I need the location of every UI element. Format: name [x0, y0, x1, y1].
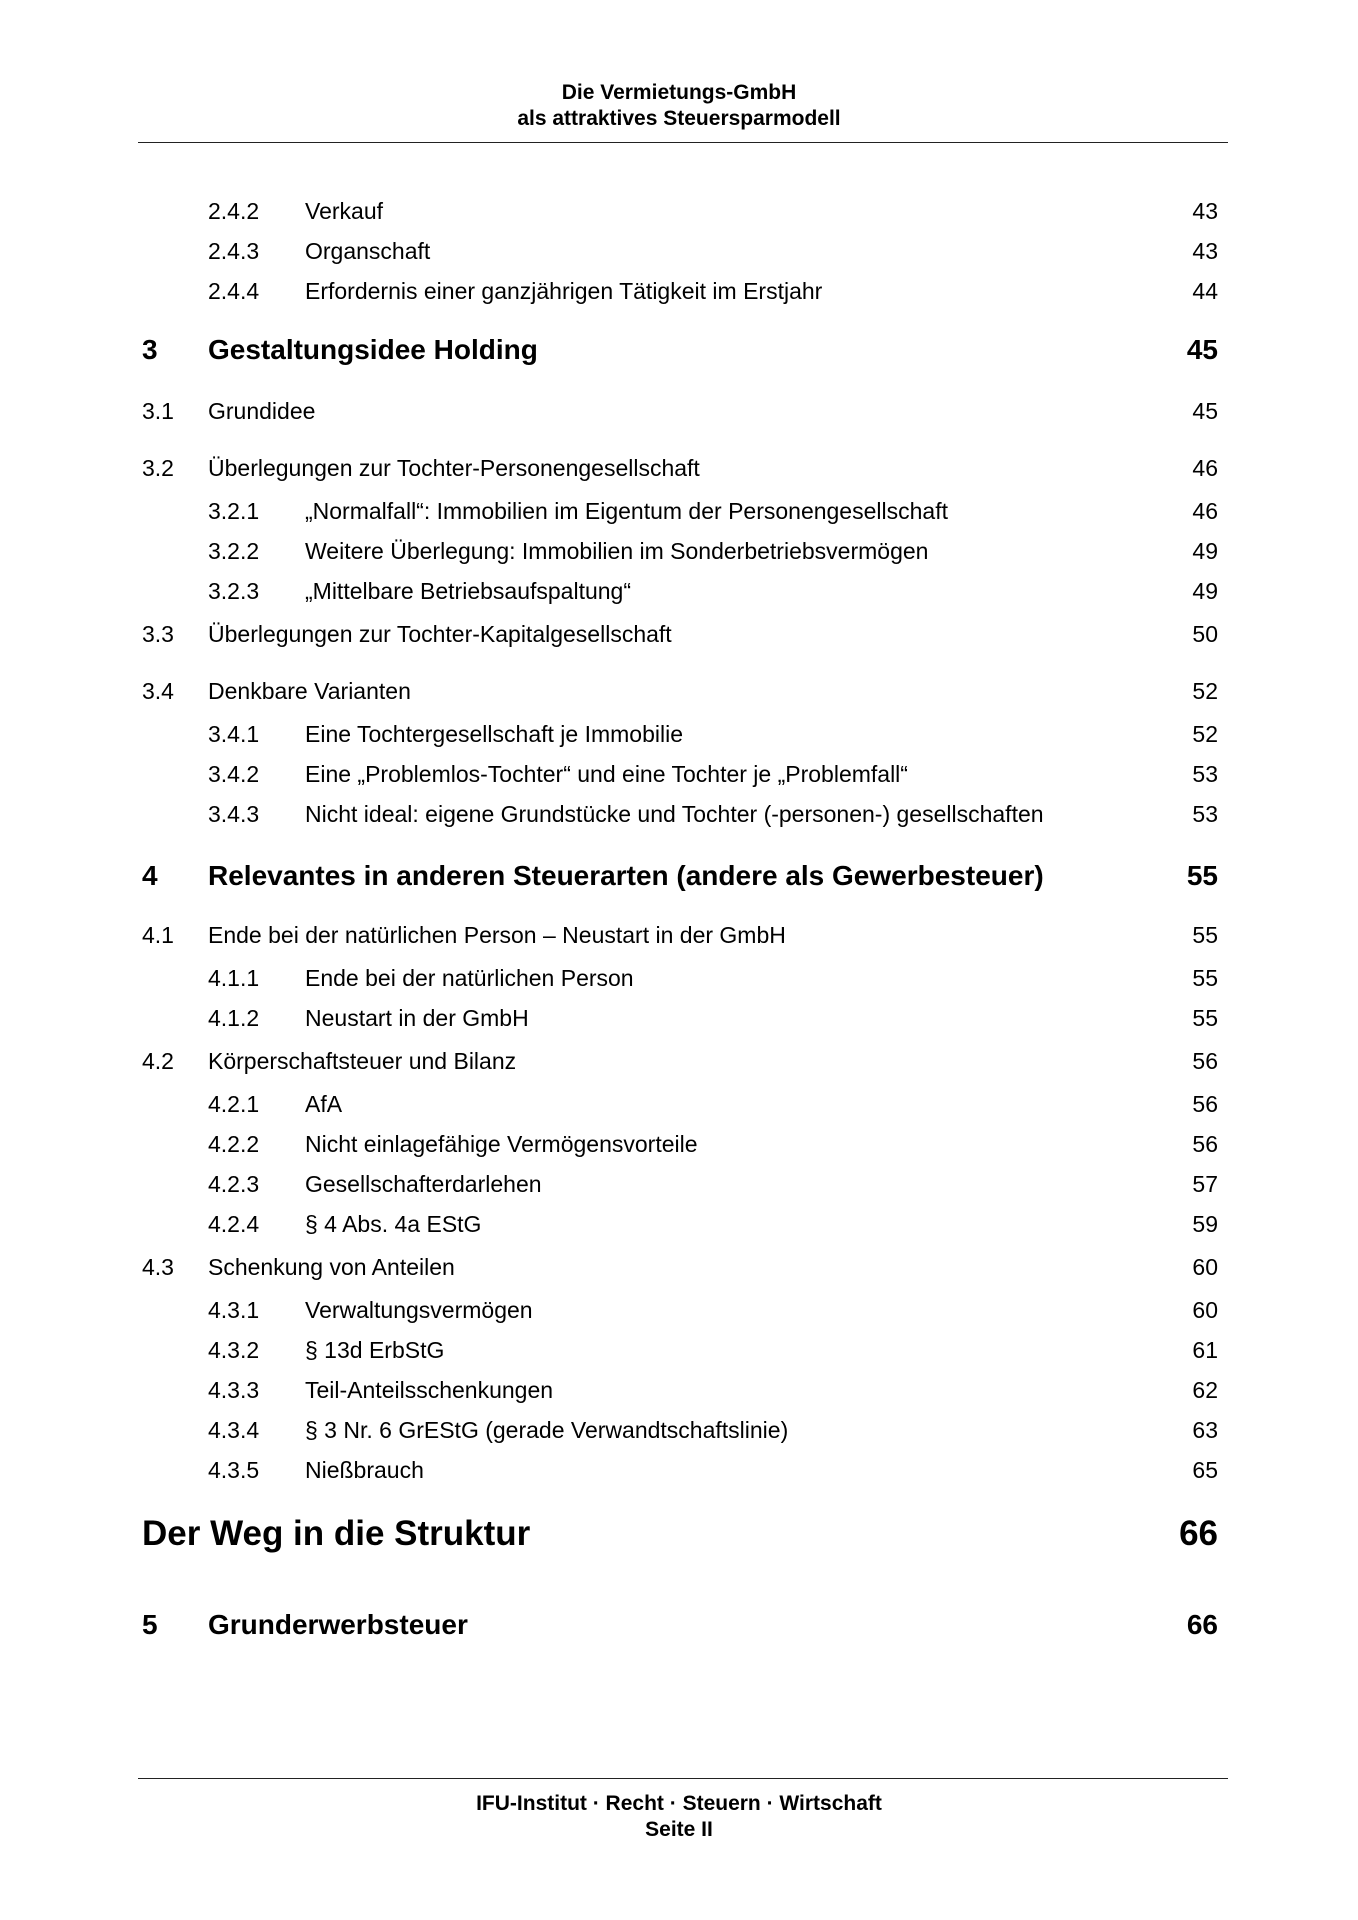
toc-title: Denkbare Varianten: [208, 678, 411, 704]
toc-title: Erfordernis einer ganzjährigen Tätigkeit im Erstjahr: [305, 278, 823, 304]
toc-number: 3: [142, 334, 158, 365]
toc-number: 3.2.2: [208, 538, 260, 564]
toc-number: 4.3.3: [208, 1377, 260, 1403]
toc-number: 4.1.2: [208, 1005, 260, 1031]
toc-title: § 13d ErbStG: [305, 1337, 445, 1363]
toc-title: § 3 Nr. 6 GrEStG (gerade Verwandtschaftslinie): [305, 1417, 789, 1443]
toc-title: Der Weg in die Struktur: [142, 1514, 531, 1553]
toc-title: Gesellschafterdarlehen: [305, 1171, 542, 1197]
toc-title: Überlegungen zur Tochter-Personengesellschaft: [208, 455, 700, 481]
toc-number: 4.3.2: [208, 1337, 260, 1363]
toc-number: 3.4.1: [208, 721, 260, 747]
toc-title: Gestaltungsidee Holding: [208, 334, 538, 365]
toc-number: 3.4.2: [208, 761, 260, 787]
toc-title: „Normalfall“: Immobilien im Eigentum der Personengesellschaft: [305, 498, 948, 524]
toc-title: Weitere Überlegung: Immobilien im Sonderbetriebsvermögen: [305, 538, 929, 564]
toc-number: 3.4: [142, 678, 174, 704]
footer-page-label: Seite II: [645, 1818, 713, 1841]
running-footer: [0, 1791, 1358, 1843]
toc-number: 2.4.4: [208, 278, 260, 304]
toc-title: Organschaft: [305, 238, 431, 264]
toc-page-number: 63: [1192, 1417, 1218, 1443]
toc-page-number: 56: [1192, 1048, 1218, 1074]
toc-number: 3.2.3: [208, 578, 260, 604]
toc-page-number: 50: [1192, 621, 1218, 647]
toc-title: Grundidee: [208, 398, 316, 424]
toc-page-number: 55: [1192, 922, 1218, 948]
toc-number: 2.4.2: [208, 198, 260, 224]
toc-title: Körperschaftsteuer und Bilanz: [208, 1048, 517, 1074]
toc-page-number: 52: [1192, 678, 1218, 704]
toc-number: 4.2.2: [208, 1131, 260, 1157]
toc-title: Nicht ideal: eigene Grundstücke und Tochter (-personen-) gesellschaften: [305, 801, 1044, 827]
toc-number: 4.1.1: [208, 965, 260, 991]
toc-title: „Mittelbare Betriebsaufspaltung“: [305, 578, 631, 604]
toc-number: 2.4.3: [208, 238, 260, 264]
toc-title: Überlegungen zur Tochter-Kapitalgesellschaft: [208, 621, 672, 647]
toc-number: 3.2.1: [208, 498, 260, 524]
toc-title: Eine „Problemlos-Tochter“ und eine Tochter je „Problemfall“: [305, 761, 908, 787]
header-subtitle: als attraktives Steuersparmodell: [517, 107, 841, 130]
toc-page-number: 57: [1192, 1171, 1218, 1197]
toc-page-number: 60: [1192, 1297, 1218, 1323]
toc-number: 4.2.4: [208, 1211, 260, 1237]
toc-page-number: 55: [1192, 965, 1218, 991]
toc-page-number: 52: [1192, 721, 1218, 747]
toc-title: Nießbrauch: [305, 1457, 424, 1483]
toc-number: 4.2: [142, 1048, 174, 1074]
toc-title: Verkauf: [305, 198, 383, 224]
toc-page-number: 53: [1192, 801, 1218, 827]
toc-number: 4.3.1: [208, 1297, 260, 1323]
toc-number: 3.4.3: [208, 801, 260, 827]
toc-page-number: 46: [1192, 455, 1218, 481]
toc-title: § 4 Abs. 4a EStG: [305, 1211, 482, 1237]
toc-page-number: 61: [1192, 1337, 1218, 1363]
toc-title: Teil-Anteilsschenkungen: [305, 1377, 554, 1403]
toc-page-number: 66: [1186, 1609, 1218, 1640]
toc-title: Ende bei der natürlichen Person – Neustart in der GmbH: [208, 922, 786, 948]
toc-page-number: 59: [1192, 1211, 1218, 1237]
toc-page-number: 55: [1192, 1005, 1218, 1031]
toc-page-number: 46: [1192, 498, 1218, 524]
toc-page-number: 44: [1192, 278, 1218, 304]
toc-page-number: 55: [1186, 860, 1218, 891]
toc-page-number: 45: [1186, 334, 1218, 365]
toc-page-number: 56: [1192, 1131, 1218, 1157]
toc-page-number: 45: [1192, 398, 1218, 424]
toc-number: 3.3: [142, 621, 174, 647]
toc-title: AfA: [305, 1091, 343, 1117]
toc-title: Nicht einlagefähige Vermögensvorteile: [305, 1131, 698, 1157]
toc-page-number: 43: [1192, 198, 1218, 224]
toc-page-number: 49: [1192, 538, 1218, 564]
toc-page-number: 49: [1192, 578, 1218, 604]
footer-publisher: IFU-Institut · Recht · Steuern · Wirtschaft: [476, 1792, 882, 1815]
toc-number: 4.3.4: [208, 1417, 260, 1443]
toc-page-number: 43: [1192, 238, 1218, 264]
toc-page-number: 66: [1179, 1514, 1218, 1553]
toc-number: 4.3.5: [208, 1457, 260, 1483]
toc-title: Neustart in der GmbH: [305, 1005, 529, 1031]
toc-page-number: 60: [1192, 1254, 1218, 1280]
header-title: Die Vermietungs-GmbH: [561, 81, 797, 104]
toc-number: 4.2.1: [208, 1091, 260, 1117]
toc-number: 4.3: [142, 1254, 174, 1280]
toc-number: 3.1: [142, 398, 174, 424]
toc-number: 4: [142, 860, 158, 891]
toc-number: 4.1: [142, 922, 174, 948]
toc-page-number: 62: [1192, 1377, 1218, 1403]
toc-page-number: 65: [1192, 1457, 1218, 1483]
toc-title: Relevantes in anderen Steuerarten (andere als Gewerbesteuer): [208, 860, 1044, 891]
footer-divider: [138, 1778, 1228, 1779]
toc-title: Schenkung von Anteilen: [208, 1254, 455, 1280]
toc-number: 5: [142, 1609, 158, 1640]
toc-page-number: 53: [1192, 761, 1218, 787]
toc-number: 4.2.3: [208, 1171, 260, 1197]
toc-title: Eine Tochtergesellschaft je Immobilie: [305, 721, 683, 747]
toc-number: 3.2: [142, 455, 174, 481]
toc-page-number: 56: [1192, 1091, 1218, 1117]
toc-title: Verwaltungsvermögen: [305, 1297, 533, 1323]
toc-title: Grunderwerbsteuer: [208, 1609, 468, 1640]
toc-title: Ende bei der natürlichen Person: [305, 965, 634, 991]
